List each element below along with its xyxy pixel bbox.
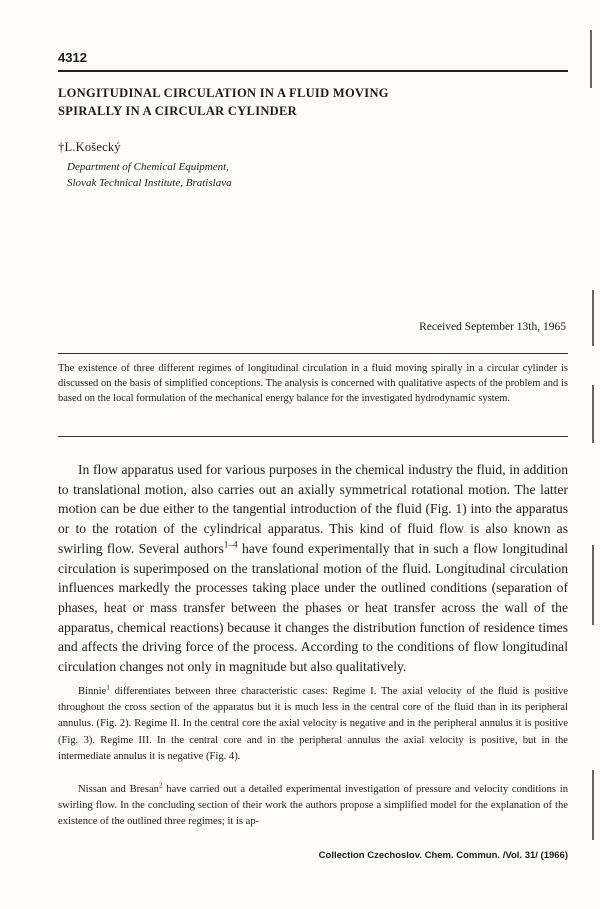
reference-marker: 2	[158, 781, 163, 790]
deceased-mark: †	[58, 140, 65, 154]
received-date: Received September 13th, 1965	[419, 321, 566, 333]
abstract: The existence of three different regimes of longitudinal circulation in a fluid moving spirally in a circular cylinder is discussed on the basis of simplified conceptions. The analysis is concerned with qualitative aspects of the problem and is based on the local formulation of the mechanical energy balance for the investigated hydrodynamic system.	[58, 363, 568, 405]
journal-citation: Collection Czechoslov. Chem. Commun. /Vol. 31/ (1966)	[318, 850, 568, 861]
scan-margin-mark	[592, 545, 594, 625]
affiliation-line-2: Slovak Technical Institute, Bratislava	[67, 177, 232, 189]
abstract-bottom-rule	[58, 436, 568, 437]
body-paragraph-1: In flow apparatus used for various purposes in the chemical industry the fluid, in addition to translational motion, also carries out an axially symmetrical rotational motion. The latter motion can be due either to the tangential introduction of the fluid (Fig. 1) into the apparatus or to the rotation of the cylindrical apparatus. This kind of fluid flow is also known as swirling flow. Several authors$^{1-4}$ have found experimentally that in such a flow longitudinal circulation is superimposed on the translational motion of the fluid. Longitudinal circulation influences markedly the processes taking place under the outlined conditions (separation of phases, heat or mass transfer between the phases or heat transfer across the wall of the apparatus, chemical reactions) because it changes the distribution function of residence times and affects the driving force of the process. According to the conditions of flow longitudinal circulation changes not only in magnitude but also qualitatively.	[58, 462, 569, 675]
reference-marker: 1	[106, 683, 110, 692]
body-paragraph-2: Binnie$^1$ differentiates between three characteristic cases: Regime I. The axial velocity of the fluid is positive throughout the cross section of the apparatus but it is much less in the central core of the fluid than in its peripheral annulus. (Fig. 2). Regime II. In the central core the axial velocity is negative and in the peripheral annulus it is positive (Fig. 3). Regime III. In the central core and in the peripheral annulus the axial velocity is positive, but in the intermediate annulus it is negative (Fig. 4).	[58, 683, 568, 762]
page-number: 4312	[58, 50, 87, 65]
author	[58, 140, 121, 155]
author-name: L.Košecký	[64, 140, 121, 154]
scan-margin-mark	[592, 385, 594, 443]
scan-margin-mark	[590, 30, 592, 88]
affiliation-line-1: Department of Chemical Equipment,	[67, 161, 229, 173]
reference-marker: 1–4	[223, 539, 238, 550]
article-title	[58, 84, 528, 120]
title-line-1: LONGITUDINAL CIRCULATION IN A FLUID MOVING	[58, 86, 389, 100]
body-paragraph-3: Nissan and Bresan$^2$ have carried out a detailed experimental investigation of pressure and velocity conditions in swirling flow. In the concluding section of their work the authors propose a simplified model for the explanation of the existence of the outlined three regimes; it is ap-	[58, 781, 568, 828]
abstract-top-rule	[58, 353, 568, 354]
header-rule	[58, 70, 568, 72]
scan-margin-mark	[592, 290, 594, 346]
scan-margin-mark	[592, 770, 594, 840]
affiliation	[67, 159, 367, 191]
title-line-2: SPIRALLY IN A CIRCULAR CYLINDER	[58, 104, 297, 118]
